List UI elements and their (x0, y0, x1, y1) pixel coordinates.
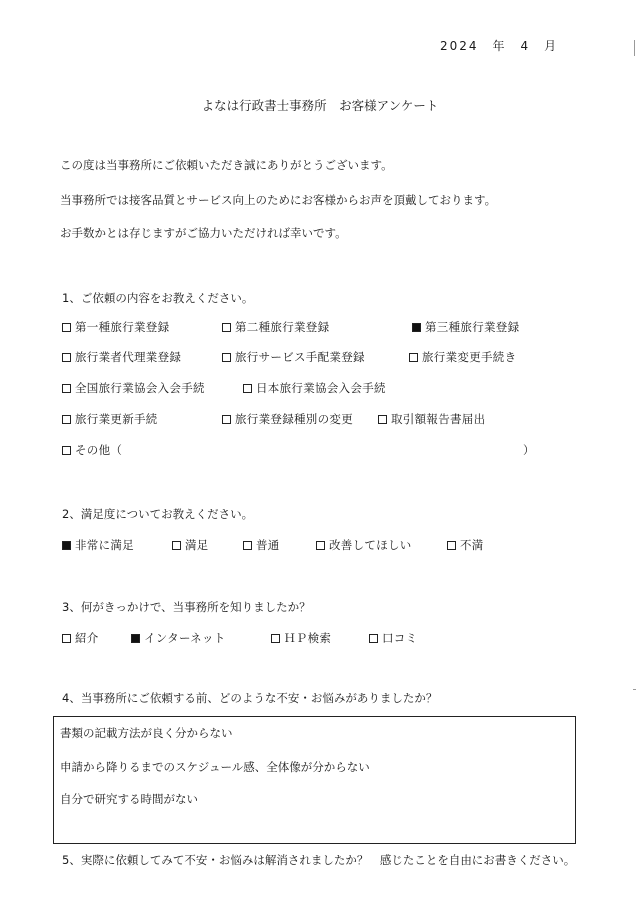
q1-checkbox-3[interactable] (412, 323, 421, 332)
q3-option-4[interactable]: 口コミ (369, 630, 417, 646)
q2-checkbox-3[interactable] (243, 541, 252, 550)
q4-answer-line-3: 自分で研究する時間がない (60, 792, 198, 806)
q4-answer-box[interactable] (53, 716, 576, 844)
q1-checkbox-8[interactable] (243, 384, 252, 393)
q2-checkbox-1[interactable] (62, 541, 71, 550)
q1-option-10[interactable]: 旅行業登録種別の変更 (222, 411, 353, 427)
q2-option-2[interactable]: 満足 (172, 537, 209, 553)
q2-option-1[interactable]: 非常に満足 (62, 537, 134, 553)
q2-checkbox-4[interactable] (316, 541, 325, 550)
q1-option-8[interactable]: 日本旅行業協会入会手続 (243, 380, 386, 396)
q1-option-5[interactable]: 旅行サービス手配業登録 (222, 349, 365, 365)
q1-option-1[interactable]: 第一種旅行業登録 (62, 319, 169, 335)
q2-option-3[interactable]: 普通 (243, 537, 280, 553)
q3-option-1[interactable]: 紹介 (62, 630, 99, 646)
q1-option-9[interactable]: 旅行業更新手続 (62, 411, 158, 427)
q1-option-2[interactable]: 第二種旅行業登録 (222, 319, 329, 335)
q1-other-close-paren: ） (523, 443, 535, 457)
q1-option-11[interactable]: 取引額報告書届出 (378, 411, 485, 427)
q1-option-other[interactable]: その他（ (62, 442, 122, 458)
q4-answer-line-1: 書類の記載方法が良く分からない (60, 726, 233, 740)
q3-option-3[interactable]: ＨＰ検索 (271, 630, 331, 646)
scan-mark (634, 40, 635, 56)
q3-checkbox-1[interactable] (62, 634, 71, 643)
intro-line-1: この度は当事務所にご依頼いただき誠にありがとうございます。 (60, 158, 393, 172)
q1-checkbox-9[interactable] (62, 415, 71, 424)
q1-option-4[interactable]: 旅行業者代理業登録 (62, 349, 181, 365)
q1-checkbox-1[interactable] (62, 323, 71, 332)
q1-checkbox-7[interactable] (62, 384, 71, 393)
q1-option-7[interactable]: 全国旅行業協会入会手続 (62, 380, 205, 396)
q3-option-2[interactable]: インターネット (131, 630, 226, 646)
q1-option-3[interactable]: 第三種旅行業登録 (412, 319, 519, 335)
q3-checkbox-2[interactable] (131, 634, 140, 643)
q1-checkbox-other[interactable] (62, 446, 71, 455)
question-2: 2、満足度についてお教えください。 (62, 507, 254, 521)
q1-checkbox-11[interactable] (378, 415, 387, 424)
q2-checkbox-5[interactable] (447, 541, 456, 550)
intro-line-3: お手数かとは存じますがご協力いただければ幸いです。 (60, 226, 347, 240)
question-3: 3、何がきっかけで、当事務所を知りましたか？ (62, 600, 311, 614)
scan-mark (633, 689, 636, 690)
question-5: 5、実際に依頼してみて不安・お悩みは解消されましたか？ 感じたことを自由にお書きください。 (62, 853, 576, 867)
q1-checkbox-4[interactable] (62, 353, 71, 362)
q1-checkbox-2[interactable] (222, 323, 231, 332)
survey-date: 2024 年 4 月 (440, 39, 559, 53)
page-title: よなは行政書士事務所 お客様アンケート (201, 98, 439, 113)
q2-option-4[interactable]: 改善してほしい (316, 537, 412, 553)
q1-option-6[interactable]: 旅行業変更手続き (409, 349, 516, 365)
q1-checkbox-5[interactable] (222, 353, 231, 362)
q1-checkbox-10[interactable] (222, 415, 231, 424)
question-4: 4、当事務所にご依頼する前、どのような不安・お悩みがありましたか？ (62, 691, 438, 705)
q2-checkbox-2[interactable] (172, 541, 181, 550)
intro-line-2: 当事務所では接客品質とサービス向上のためにお客様からお声を頂戴しております。 (60, 193, 497, 207)
question-1: 1、ご依頼の内容をお教えください。 (62, 291, 254, 305)
q3-checkbox-4[interactable] (369, 634, 378, 643)
q2-option-5[interactable]: 不満 (447, 537, 484, 553)
q1-checkbox-6[interactable] (409, 353, 418, 362)
q4-answer-line-2: 申請から降りるまでのスケジュール感、全体像が分からない (60, 760, 370, 774)
q3-checkbox-3[interactable] (271, 634, 280, 643)
